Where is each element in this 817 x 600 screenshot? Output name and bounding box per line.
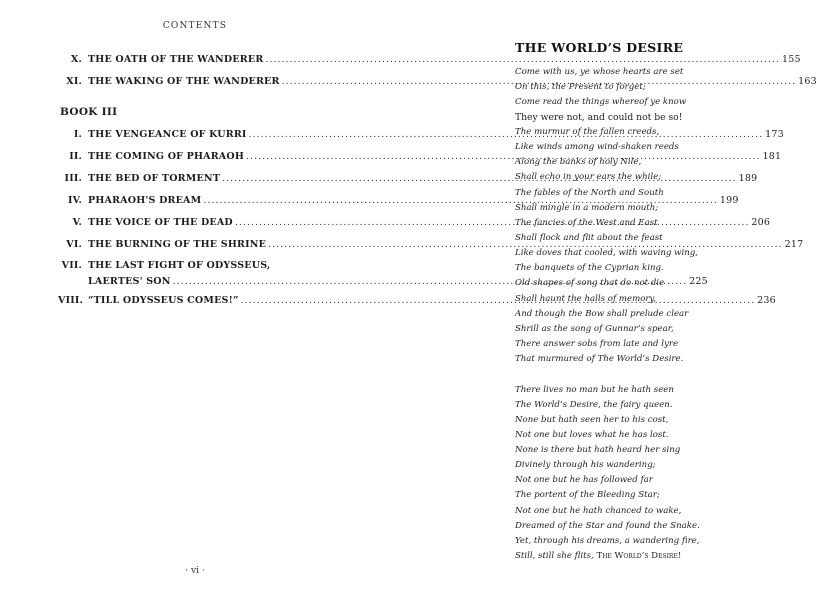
toc-number: III. <box>64 173 82 184</box>
toc-page-number: 199 <box>719 195 739 206</box>
poem-line: Like doves that cooled, with waving wing, <box>515 248 699 258</box>
poem-line: Shrill as the song of Gunnar’s spear, <box>515 324 674 334</box>
poem-line: Like winds among wind-shaken reeds <box>515 142 679 152</box>
poem-line: Not one but he hath chanced to wake, <box>515 506 682 516</box>
poem-line: The portent of the Bleeding Star; <box>515 490 660 500</box>
page-folio: · vi · <box>185 566 205 576</box>
poem-line: The murmur of the fallen creeds, <box>515 127 660 137</box>
toc-number: IV. <box>67 195 82 206</box>
poem-line: The banquets of the Cyprian king. <box>515 263 664 273</box>
toc-page-number: 189 <box>738 173 758 184</box>
toc-number: VI. <box>66 239 82 250</box>
toc-page-number: 217 <box>784 239 804 250</box>
poem-line: Shall haunt the halls of memory, <box>515 294 656 304</box>
poem-line: None is there but hath heard her sing <box>515 445 681 455</box>
toc-page-number: 181 <box>762 151 782 162</box>
poem-line: Divinely through his wandering; <box>515 460 656 470</box>
poem-line: There lives no man but he hath seen <box>515 385 674 395</box>
toc-title: THE BURNING OF THE SHRINE <box>88 239 267 250</box>
toc-page-number: 225 <box>689 276 708 287</box>
poem-line: The World’s Desire, the fairy queen. <box>515 400 673 410</box>
toc-title-continued: LAERTES' SON <box>88 276 171 287</box>
toc-number: XI. <box>66 76 82 87</box>
poem-line-last-title: The World’s Desire! <box>596 551 682 561</box>
toc-title: THE VENGEANCE OF KURRI <box>88 129 247 140</box>
toc-number: VIII. <box>58 295 84 306</box>
poem-line-last-prefix: Still, still she flits, <box>515 551 597 561</box>
toc-number: II. <box>69 151 82 162</box>
poem-title: THE WORLD’S DESIRE <box>515 40 684 55</box>
toc-page-number: 163 <box>798 76 817 87</box>
poem-line-last <box>515 551 775 562</box>
toc-page-number: 206 <box>751 217 771 228</box>
poem-line: None but hath seen her to his cost, <box>515 415 669 425</box>
poem-line: That murmured of The World’s Desire. <box>515 354 684 364</box>
poem-line: Shall flock and flit about the feast <box>515 233 663 243</box>
poem-line: Not one but loves what he has lost. <box>515 430 669 440</box>
book-heading: BOOK III <box>60 106 118 118</box>
toc-number: I. <box>73 129 82 140</box>
toc-entry[interactable] <box>58 194 739 207</box>
toc-title: THE COMING OF PHARAOH <box>88 151 245 162</box>
toc-number: VII. <box>61 260 82 271</box>
poem-line: Yet, through his dreams, a wandering fire, <box>515 536 700 546</box>
toc-entry[interactable] <box>58 53 801 66</box>
toc-number: X. <box>70 54 82 65</box>
toc-page-number: 173 <box>765 129 784 140</box>
toc-title: THE WAKING OF THE WANDERER <box>88 76 280 87</box>
poem-line: They were not, and could not be so! <box>515 112 683 123</box>
toc-title: THE BED OF TORMENT <box>88 173 221 184</box>
poem-line: There answer sobs from late and lyre <box>515 339 679 349</box>
toc-title: PHARAOH'S DREAM <box>88 195 202 206</box>
poem-line: And though the Bow shall prelude clear <box>515 309 689 319</box>
poem-line: Dreamed of the Star and found the Snake. <box>515 521 700 531</box>
poem-line: The fancies of the West and East <box>515 218 658 228</box>
toc-title: THE OATH OF THE WANDERER <box>88 54 264 65</box>
poem-line: Along the banks of holy Nile, <box>515 157 642 167</box>
toc-title: THE VOICE OF THE DEAD <box>88 217 233 228</box>
poem-line: Come read the things whereof ye know <box>515 97 687 107</box>
poem-line: Come with us, ye whose hearts are set <box>515 67 684 77</box>
poem-line: Shall echo in your ears the while; <box>515 172 662 182</box>
poem-line: The fables of the North and South <box>515 188 664 198</box>
poem-line: Not one but he has followed far <box>515 475 653 485</box>
poem-line: On this, the Present to forget; <box>515 82 646 92</box>
running-head: CONTENTS <box>162 21 228 31</box>
toc-page-number: 236 <box>757 295 776 306</box>
toc-page-number: 155 <box>781 54 801 65</box>
toc-title: THE LAST FIGHT OF ODYSSEUS, <box>88 260 271 271</box>
poem-line: Shall mingle in a modern mouth; <box>515 203 659 213</box>
toc-title: “TILL ODYSSEUS COMES!” <box>88 295 239 306</box>
toc-number: V. <box>72 217 82 228</box>
poem-line: Old shapes of song that do not die <box>515 278 665 288</box>
